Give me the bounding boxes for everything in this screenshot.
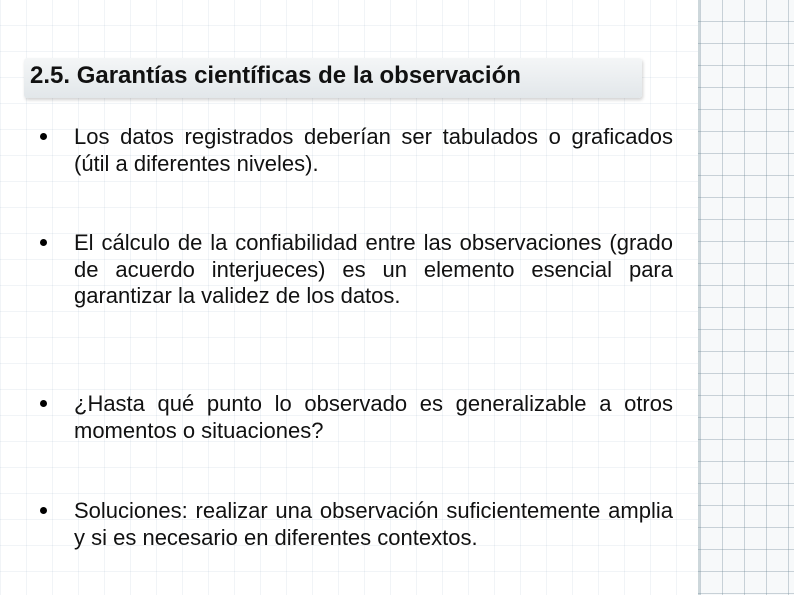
bullet-text: ¿Hasta qué punto lo observado es generalizable a otros momentos o situaciones? [74, 391, 673, 443]
bullet-text: El cálculo de la confiabilidad entre las observaciones (grado de acuerdo interjueces) es un elemento esencial para garantizar la validez de los datos. [74, 230, 673, 308]
bullet-dot-icon [40, 133, 47, 140]
bullet-dot-icon [40, 400, 47, 407]
slide-title: 2.5. Garantías científicas de la observación [30, 62, 521, 89]
bullet-text: Soluciones: realizar una observación suficientemente amplia y si es necesario en diferentes contextos. [74, 498, 673, 550]
bullet-text: Los datos registrados deberían ser tabulados o graficados (útil a diferentes niveles). [74, 124, 673, 176]
bullet-dot-icon [40, 239, 47, 246]
bullet-dot-icon [40, 507, 47, 514]
